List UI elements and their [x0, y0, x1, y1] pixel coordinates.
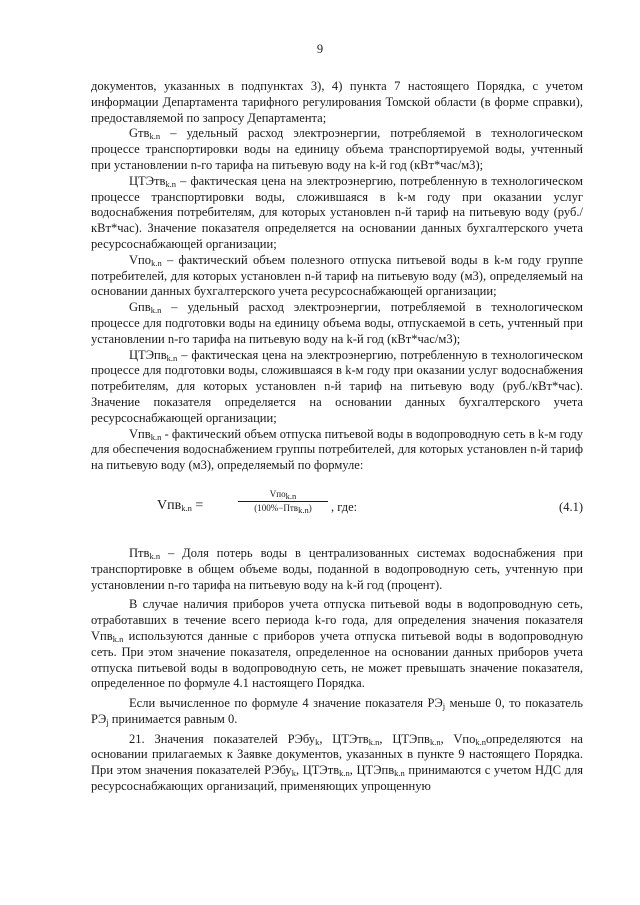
text-part: , ЦТЭпв — [379, 731, 430, 746]
symbol-subscript: k.n — [151, 257, 162, 268]
formula-lhs-symbol: Vпв — [157, 497, 182, 513]
formula-4-1 — [91, 486, 583, 528]
symbol: Gпв — [129, 300, 151, 315]
definition-g-tv — [91, 126, 583, 173]
text-part: В случае наличия приборов учета отпуска питьевой воды в водопроводную сеть, отработавших в течение всего периода k-го года, для определения значения показателя Vпв — [91, 597, 583, 643]
definition-text: – фактическая цена на электроэнергию, потребленную в технологическом процессе транспортировки воды, сложившаяся в k-м году при оказании услуг водоснабжения потребителям, для которых установлен n-й тариф на питьевую воду (руб./кВт*час). Значение показателя определяется на основании данных бухгалтерского учета ресурсоснабжающей организации; — [91, 173, 583, 251]
symbol: Vпв — [129, 426, 151, 441]
numerator-symbol: Vпо — [269, 488, 286, 499]
text-part: меньше 0, то показатель РЭ — [91, 696, 583, 726]
page-number: 9 — [316, 42, 324, 56]
formula-suffix: , где: — [331, 499, 358, 514]
symbol: Gтв — [129, 126, 150, 141]
subscript: j — [106, 716, 109, 727]
numerator-subscript: k.n — [285, 490, 297, 501]
definition-text: – фактическая цена на электроэнергию, потребленную в технологическом процессе для подготовки воды, сложившаяся в k-м году при оказании услуг водоснабжения потребителям, для которых установлен n-й тариф на питьевую воду (руб./кВт*час). Значение показателя определяется на основании данных бухгалтерского учета ресурсоснабжающей организации; — [91, 347, 583, 425]
formula-equals: = — [191, 497, 204, 513]
definition-cte-tv — [91, 174, 583, 253]
symbol-subscript: k.n — [166, 352, 178, 363]
symbol-subscript: k.n — [149, 550, 161, 561]
formula-lhs-subscript: k.n — [181, 502, 192, 513]
denominator-text: (100%−Птв — [254, 502, 299, 513]
symbol: Vпо — [129, 252, 152, 267]
text-part: , Vпо — [440, 731, 476, 746]
subscript: k.n — [112, 633, 124, 644]
paragraph-meters — [91, 597, 583, 692]
text-part: Если вычисленное по формуле 4 значение показателя РЭ — [129, 696, 443, 711]
formula-number: (4.1) — [559, 499, 583, 514]
definition-text: – удельный расход электроэнергии, потребляемой в технологическом процессе для подготовки воды на единицу объема воды, отпускаемой в сеть, учтенный при установлении n-го тарифа на питьевую воду на k-й год (кВт*час/м3); — [91, 300, 583, 346]
text-part: принимаются с учетом НДС для ресурсоснабжающих организаций, применяющих упрощенную — [91, 763, 584, 794]
formula-fraction — [238, 488, 328, 515]
subscript: k.n — [339, 768, 350, 779]
symbol: Птв — [129, 545, 150, 560]
denominator-close: ) — [308, 502, 312, 513]
symbol-subscript: k.n — [150, 305, 162, 316]
definition-text: – удельный расход электроэнергии, потребляемой в технологическом процессе транспортировки воды на единицу объема транспортируемой воды, учтенный при установлении n-го тарифа на питьевую воду на k-й год (кВт*час/м3); — [91, 126, 583, 172]
text-part: определяются на основании прилагаемых к Заявке документов, указанных в пункте 9 настоящего Порядка. При этом значения показателей РЭбу — [91, 731, 583, 778]
definition-g-pv — [91, 300, 583, 347]
definition-text: - фактический объем отпуска питьевой воды в водопроводную сеть в k-м году для обеспечения водоснабжением группы потребителей, для которых установлен n-й тариф на питьевую воду (м3), определяемый по формуле: — [91, 426, 583, 473]
definition-v-pv — [91, 427, 583, 474]
paragraph-continuation: документов, указанных в подпунктах 3), 4) пункта 7 настоящего Порядка, с учетом информации Департамента тарифного регулирования Томской области (в форме справки), предоставляемой по запросу Департамента; — [91, 79, 583, 125]
definition-text: – Доля потерь воды в централизованных системах водоснабжения при транспортировке в общем объеме воды, поданной в водопроводную сеть, учтенную при установлении n-го тарифа на питьевую воду на k-й год (процент). — [91, 545, 583, 592]
subscript: j — [442, 701, 446, 712]
subscript: k.n — [429, 736, 441, 747]
symbol: ЦТЭпв — [129, 347, 167, 362]
symbol-subscript: k.n — [149, 131, 161, 142]
paragraph-negative-value — [91, 696, 583, 728]
definition-v-po — [91, 253, 583, 300]
paragraph-item-21 — [91, 732, 583, 795]
definition-p-tv — [91, 546, 583, 593]
symbol-subscript: k.n — [165, 178, 177, 189]
symbol-subscript: k.n — [150, 431, 162, 442]
symbol: ЦТЭтв — [129, 173, 166, 188]
definition-cte-pv — [91, 348, 583, 427]
subscript: k — [315, 736, 320, 747]
subscript: k.n — [475, 736, 487, 747]
formula-lhs — [157, 498, 203, 514]
denominator-subscript: k.n — [298, 504, 309, 515]
document-body — [91, 79, 583, 795]
formula-denominator — [238, 502, 328, 515]
formula-numerator — [238, 488, 328, 502]
text-part: , ЦТЭтв — [319, 731, 369, 746]
text-part: принимается равным 0. — [108, 711, 238, 726]
subscript: k.n — [394, 768, 405, 779]
text-part: , ЦТЭтв — [295, 763, 340, 778]
text-part: используются данные с приборов учета отпуска питьевой воды в водопроводную сеть. При этом значение показателя, определенное на основании данных приборов учета отпуска питьевой воды в водопроводную сеть, не может превышать значение показателя, определенное по формуле 4.1 настоящего Порядка. — [91, 628, 583, 691]
text-part: 21. Значения показателей РЭбу — [129, 731, 316, 746]
subscript: k — [291, 768, 296, 779]
subscript: k.n — [368, 736, 380, 747]
text-part: , ЦТЭпв — [349, 763, 395, 778]
definition-text: – фактический объем полезного отпуска питьевой воды в k-м году группе потребителей, для которых установлен n-й тариф на питьевую воду (м3), определяемый на основании данных бухгалтерского учета ресурсоснабжающей организации; — [91, 252, 583, 299]
